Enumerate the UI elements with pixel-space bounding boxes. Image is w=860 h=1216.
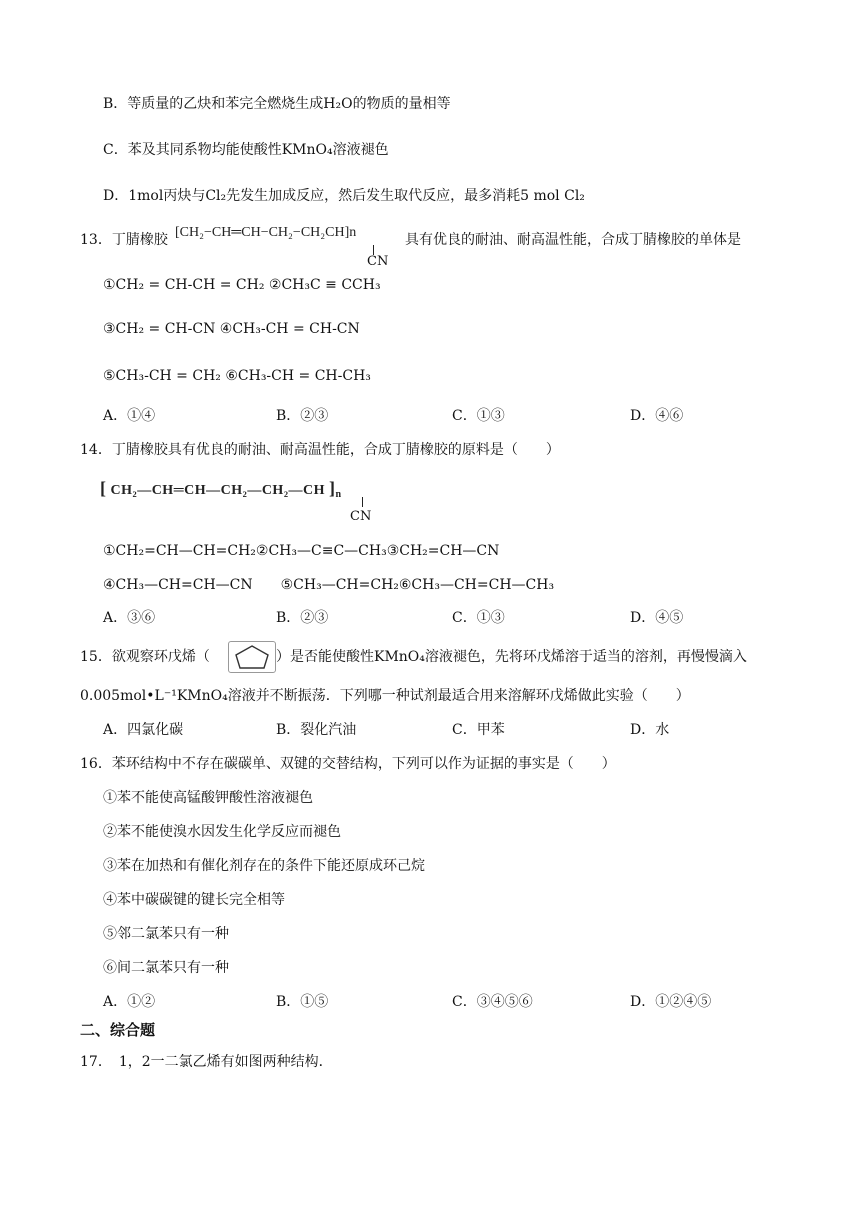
cyclopentene-structure-icon (228, 641, 276, 673)
q13-option-d: D．④⑥ (630, 408, 684, 424)
q14-polymer-structure: [ CH₂—CH═CH—CH₂—CH₂—CH ]$_n$ (100, 478, 342, 500)
q12-option-b: B．等质量的乙炔和苯完全燃烧生成H₂O的物质的量相等 (103, 96, 451, 112)
q13-item-row-1: ①CH₂ = CH-CH = CH₂ ②CH₃C ≡ CCH₃ (103, 277, 381, 293)
q14-option-d: D．④⑤ (630, 610, 684, 626)
q16-option-b: B．①⑤ (276, 994, 329, 1010)
q16-item-1: ①苯不能使高锰酸钾酸性溶液褪色 (103, 790, 313, 806)
q16-item-6: ⑥间二氯苯只有一种 (103, 960, 229, 976)
q16-item-5: ⑤邻二氯苯只有一种 (103, 926, 229, 942)
q13-option-b: B．②③ (276, 408, 329, 424)
q14-option-b: B．②③ (276, 610, 329, 626)
q15-stem-part-a: 15．欲观察环戊烯（ (80, 649, 210, 665)
q16-item-4: ④苯中碳碳键的键长完全相等 (103, 892, 285, 908)
q16-option-d: D．①②④⑤ (630, 994, 712, 1010)
q14-option-a: A．③⑥ (103, 610, 156, 626)
q13-polymer-structure (175, 225, 356, 241)
q13-prefix: 13．丁腈橡胶 (80, 232, 168, 248)
q13-option-a: A．①④ (103, 408, 156, 424)
q13-item-row-3: ⑤CH₃-CH = CH₂ ⑥CH₃-CH = CH-CH₃ (103, 368, 371, 384)
q17-stem: 17． 1，2一二氯乙烯有如图两种结构． (80, 1054, 333, 1070)
q14-bond-line (362, 497, 363, 507)
section-heading: 二、综合题 (80, 1021, 156, 1039)
q15-option-b: B．裂化汽油 (276, 722, 357, 738)
q14-option-c: C．①③ (452, 610, 505, 626)
q15-option-c: C．甲苯 (452, 722, 505, 738)
q15-option-a: A．四氯化碳 (103, 722, 184, 738)
q14-stem: 14．丁腈橡胶具有优良的耐油、耐高温性能，合成丁腈橡胶的原料是（ ） (80, 442, 560, 458)
q14-close-bracket-icon: ] (329, 478, 336, 498)
q13-suffix: 具有优良的耐油、耐高温性能，合成丁腈橡胶的单体是 (405, 232, 741, 248)
q14-item-row-2: ④CH₃—CH=CH—CN ⑤CH₃—CH=CH₂⑥CH₃—CH=CH—CH₃ (103, 577, 555, 593)
q13-structure-formula: [CH₂−CH═CH−CH₂−CH₂CH]n (175, 225, 357, 240)
q15-stem-line-2: 0.005mol•L⁻¹KMnO₄溶液并不断振荡．下列哪一种试剂最适合用来溶解环戊烯做此实验（ ） (80, 688, 690, 704)
q12-option-d: D．1mol丙炔与Cl₂先发生加成反应，然后发生取代反应，最多消耗5 mol Cl₂ (103, 188, 585, 204)
q16-option-a: A．①② (103, 994, 156, 1010)
q15-stem-part-b: ）是否能使酸性KMnO₄溶液褪色，先将环戊烯溶于适当的溶剂，再慢慢滴入 (276, 649, 747, 665)
q15-option-d: D．水 (630, 722, 670, 738)
q13-option-c: C．①③ (452, 408, 505, 424)
q14-structure-formula: CH₂—CH═CH—CH₂—CH₂—CH (110, 483, 326, 498)
q16-item-3: ③苯在加热和有催化剂存在的条件下能还原成环己烷 (103, 858, 425, 874)
q14-open-bracket-icon: [ (100, 478, 107, 498)
q14-item-row-1: ①CH₂=CH—CH=CH₂②CH₃—C≡C—CH₃③CH₂=CH—CN (103, 543, 500, 559)
q14-cn-group: CN (350, 509, 372, 524)
q16-stem: 16．苯环结构中不存在碳碳单、双键的交替结构，下列可以作为证据的事实是（ ） (80, 756, 616, 772)
q16-option-c: C．③④⑤⑥ (452, 994, 533, 1010)
q12-option-c: C．苯及其同系物均能使酸性KMnO₄溶液褪色 (103, 142, 389, 158)
q13-item-row-2: ③CH₂ = CH-CN ④CH₃-CH = CH-CN (103, 321, 360, 337)
q16-item-2: ②苯不能使溴水因发生化学反应而褪色 (103, 824, 341, 840)
cyclopentene-pentagon-icon (229, 642, 275, 672)
q13-cn-group: CN (367, 254, 389, 269)
